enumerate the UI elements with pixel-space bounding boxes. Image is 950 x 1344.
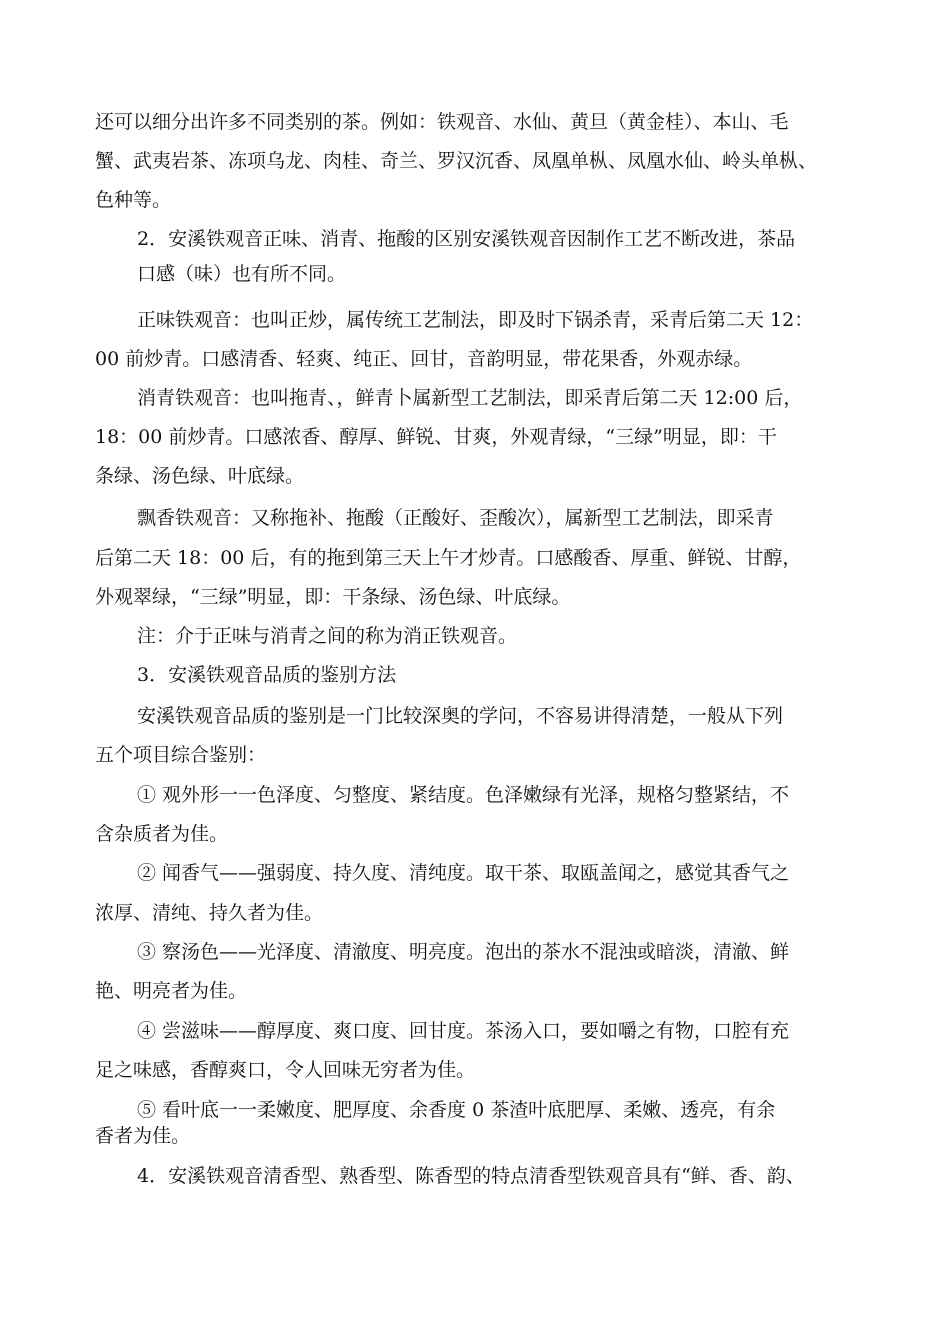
text-line: ⑤ 看叶底一一柔嫩度、肥厚度、余香度 0 茶渣叶底肥厚、柔嫩、透亮，有余 — [137, 1099, 776, 1121]
text-line: 外观翠绿，“三绿”明显，即：干条绿、汤色绿、叶底绿。 — [95, 586, 571, 608]
text-line: 注：介于正味与消青之间的称为消正铁观音。 — [137, 625, 518, 647]
text-line: ① 观外形一一色泽度、匀整度、紧结度。色泽嫩绿有光泽，规格匀整紧结，不 — [137, 784, 790, 806]
text-line: 还可以细分出许多不同类别的茶。例如：铁观音、水仙、黄旦（黄金桂）、本山、毛 — [95, 111, 789, 133]
text-line: ③ 察汤色——光泽度、清澈度、明亮度。泡出的茶水不混浊或暗淡，清澈、鲜 — [137, 941, 790, 963]
text-line: 2．安溪铁观音正味、消青、拖酸的区别安溪铁观音因制作工艺不断改进，茶品 — [137, 228, 796, 250]
text-line: 消青铁观音：也叫拖青、，鲜青卜属新型工艺制法，即采青后第二天 12:00 后， — [137, 387, 803, 409]
text-line: 艳、明亮者为佳。 — [95, 980, 248, 1002]
text-line: 蟹、武夷岩茶、冻项乌龙、肉桂、奇兰、罗汉沉香、凤凰单枞、凤凰水仙、岭头单枞、 — [95, 150, 818, 172]
text-line: 飘香铁观音：又称拖补、拖酸（正酸好、歪酸次），属新型工艺制法，即采青 — [137, 507, 774, 529]
text-line: 安溪铁观音品质的鉴别是一门比较深奥的学问，不容易讲得清楚，一般从下列 — [137, 705, 784, 727]
text-line: 足之味感，香醇爽口，令人回味无穷者为佳。 — [95, 1059, 476, 1081]
text-line: 香者为佳。 — [95, 1125, 191, 1147]
text-line: 00 前炒青。口感清香、轻爽、纯正、回甘，音韵明显，带花果香，外观赤绿。 — [95, 348, 753, 370]
text-line: 18：00 前炒青。口感浓香、醇厚、鲜锐、甘爽，外观青绿，“三绿”明显，即：干 — [95, 426, 777, 448]
text-line: 4．安溪铁观音清香型、熟香型、陈香型的特点清香型铁观音具有“鲜、香、韵、 — [137, 1165, 805, 1187]
text-line: 口感（味）也有所不同。 — [137, 263, 347, 285]
text-line: 五个项目综合鉴别： — [95, 744, 267, 766]
text-line: 条绿、汤色绿、叶底绿。 — [95, 465, 305, 487]
text-line: ④ 尝滋味——醇厚度、爽口度、回甘度。茶汤入口，要如嚼之有物，口腔有充 — [137, 1020, 790, 1042]
text-line: 3．安溪铁观音品质的鉴别方法 — [137, 664, 397, 686]
text-line: 浓厚、清纯、持久者为佳。 — [95, 902, 324, 924]
text-line: ② 闻香气——强弱度、持久度、清纯度。取干茶、取瓯盖闻之，感觉其香气之 — [137, 862, 790, 884]
text-line: 后第二天 18：00 后，有的拖到第三天上午才炒青。口感酸香、厚重、鲜锐、甘醇， — [95, 547, 802, 569]
text-line: 含杂质者为佳。 — [95, 823, 229, 845]
text-line: 色种等。 — [95, 189, 172, 211]
text-line: 正味铁观音：也叫正炒，属传统工艺制法，即及时下锅杀青，采青后第二天 12： — [137, 309, 814, 331]
